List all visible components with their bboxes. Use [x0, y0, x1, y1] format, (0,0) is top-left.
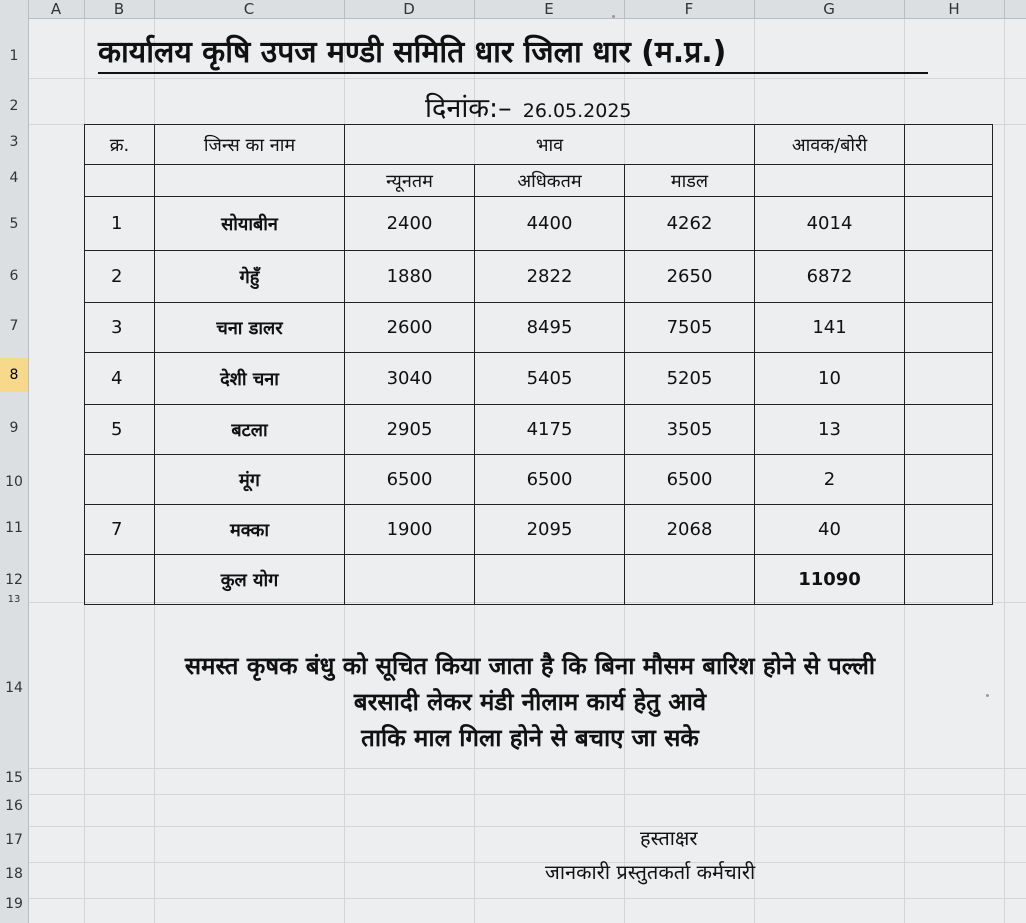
column-header-h[interactable]: H — [904, 0, 1005, 18]
min-price-cell[interactable]: 2905 — [345, 405, 475, 455]
serial-cell[interactable] — [85, 455, 155, 505]
serial-cell[interactable]: 2 — [85, 251, 155, 303]
empty-cell[interactable] — [905, 455, 993, 505]
total-empty-cell[interactable] — [905, 555, 993, 605]
row-header-19[interactable]: 19 — [5, 896, 23, 912]
total-empty-cell[interactable] — [345, 555, 475, 605]
row-header-10[interactable]: 10 — [5, 474, 23, 490]
signature-designation: जानकारी प्रस्तुतकर्ता कर्मचारी — [545, 860, 756, 884]
commodity-cell[interactable]: देशी चना — [155, 353, 345, 405]
max-price-cell[interactable]: 5405 — [475, 353, 625, 405]
modal-price-cell[interactable]: 2650 — [625, 251, 755, 303]
max-price-cell[interactable]: 2095 — [475, 505, 625, 555]
notice-line-2: बरसादी लेकर मंडी नीलाम कार्य हेतु आवे — [353, 688, 707, 716]
grid-line — [1004, 18, 1005, 923]
serial-cell[interactable]: 4 — [85, 353, 155, 405]
subheader-empty-cell[interactable] — [85, 165, 155, 197]
min-price-cell[interactable]: 1900 — [345, 505, 475, 555]
table-row — [85, 197, 993, 251]
row-header-bar — [0, 18, 29, 923]
commodity-cell[interactable]: सोयाबीन — [155, 197, 345, 251]
empty-cell[interactable] — [905, 197, 993, 251]
row-header-16[interactable]: 16 — [5, 798, 23, 814]
total-value[interactable]: 11090 — [755, 555, 905, 605]
commodity-cell[interactable]: चना डालर — [155, 303, 345, 353]
column-header-d[interactable]: D — [344, 0, 475, 18]
row-header-13[interactable]: 13 — [7, 594, 21, 605]
min-price-cell[interactable]: 2400 — [345, 197, 475, 251]
row-header-8-selected[interactable]: 8 — [0, 358, 28, 392]
arrival-cell[interactable]: 6872 — [755, 251, 905, 303]
row-header-18[interactable]: 18 — [5, 866, 23, 882]
date-row — [425, 88, 632, 125]
serial-cell[interactable]: 7 — [85, 505, 155, 555]
mandi-rate-table — [84, 124, 993, 605]
row-header-2[interactable]: 2 — [9, 98, 19, 114]
office-title: कार्यालय कृषि उपज मण्डी समिति धार जिला धार (म.प्र.) — [98, 35, 727, 70]
commodity-cell[interactable]: बटला — [155, 405, 345, 455]
serial-cell[interactable]: 1 — [85, 197, 155, 251]
row-header-9[interactable]: 9 — [9, 420, 19, 436]
arrival-cell[interactable]: 10 — [755, 353, 905, 405]
column-header-e[interactable]: E — [474, 0, 625, 18]
serial-cell[interactable]: 3 — [85, 303, 155, 353]
min-price-cell[interactable]: 2600 — [345, 303, 475, 353]
arrival-cell[interactable]: 141 — [755, 303, 905, 353]
column-header-b[interactable]: B — [84, 0, 155, 18]
arrival-cell[interactable]: 2 — [755, 455, 905, 505]
max-price-cell[interactable]: 4400 — [475, 197, 625, 251]
row-header-11[interactable]: 11 — [5, 520, 23, 536]
row-header-15[interactable]: 15 — [5, 770, 23, 786]
grid-line — [28, 768, 1026, 769]
min-price-cell[interactable]: 6500 — [345, 455, 475, 505]
subheader-empty-cell[interactable] — [155, 165, 345, 197]
header-price[interactable]: भाव — [345, 125, 755, 165]
column-header-g[interactable]: G — [754, 0, 905, 18]
empty-cell[interactable] — [905, 405, 993, 455]
total-empty-cell[interactable] — [85, 555, 155, 605]
modal-price-cell[interactable]: 3505 — [625, 405, 755, 455]
date-label: दिनांक:– — [425, 93, 512, 124]
table-row — [85, 505, 993, 555]
arrival-cell[interactable]: 4014 — [755, 197, 905, 251]
modal-price-cell[interactable]: 6500 — [625, 455, 755, 505]
table-subheader-row — [85, 165, 993, 197]
header-modal[interactable]: माडल — [625, 165, 755, 197]
column-header-f[interactable]: F — [624, 0, 755, 18]
arrival-cell[interactable]: 13 — [755, 405, 905, 455]
header-arrival[interactable]: आवक/बोरी — [755, 125, 905, 165]
modal-price-cell[interactable]: 2068 — [625, 505, 755, 555]
title-underline — [98, 72, 928, 74]
total-empty-cell[interactable] — [625, 555, 755, 605]
table-row — [85, 455, 993, 505]
min-price-cell[interactable]: 3040 — [345, 353, 475, 405]
grid-line — [28, 898, 1026, 899]
row-header-14[interactable]: 14 — [5, 680, 23, 696]
grid-line — [28, 78, 1026, 79]
modal-price-cell[interactable]: 5205 — [625, 353, 755, 405]
empty-cell[interactable] — [905, 251, 993, 303]
min-price-cell[interactable]: 1880 — [345, 251, 475, 303]
date-value: 26.05.2025 — [522, 100, 632, 122]
total-row — [85, 555, 993, 605]
table-row — [85, 353, 993, 405]
header-commodity[interactable]: जिन्स का नाम — [155, 125, 345, 165]
header-serial[interactable]: क्र. — [85, 125, 155, 165]
row-header-6[interactable]: 6 — [9, 268, 19, 284]
notice-line-1: समस्त कृषक बंधु को सूचित किया जाता है कि बिना मौसम बारिश होने से पल्ली — [184, 652, 876, 680]
table-row — [85, 405, 993, 455]
max-price-cell[interactable]: 2822 — [475, 251, 625, 303]
column-header-c[interactable]: C — [154, 0, 345, 18]
grid-line — [28, 862, 1026, 863]
serial-cell[interactable]: 5 — [85, 405, 155, 455]
arrival-cell[interactable]: 40 — [755, 505, 905, 555]
row-header-1[interactable]: 1 — [9, 48, 19, 64]
header-min[interactable]: न्यूनतम — [345, 165, 475, 197]
table-row — [85, 251, 993, 303]
subheader-empty-cell[interactable] — [905, 165, 993, 197]
modal-price-cell[interactable]: 7505 — [625, 303, 755, 353]
farmer-notice — [60, 648, 1000, 756]
total-label[interactable]: कुल योग — [155, 555, 345, 605]
header-empty-cell[interactable] — [905, 125, 993, 165]
empty-cell[interactable] — [905, 303, 993, 353]
table-row — [85, 303, 993, 353]
commodity-cell[interactable]: मक्का — [155, 505, 345, 555]
select-all-corner[interactable] — [0, 0, 29, 18]
max-price-cell[interactable]: 6500 — [475, 455, 625, 505]
empty-cell[interactable] — [905, 505, 993, 555]
row-header-7[interactable]: 7 — [9, 318, 19, 334]
commodity-cell[interactable]: गेहुँ — [155, 251, 345, 303]
header-max[interactable]: अधिकतम — [475, 165, 625, 197]
max-price-cell[interactable]: 4175 — [475, 405, 625, 455]
grid-line — [28, 794, 1026, 795]
notice-line-3: ताकि माल गिला होने से बचाए जा सके — [361, 724, 699, 752]
total-empty-cell[interactable] — [475, 555, 625, 605]
row-header-17[interactable]: 17 — [5, 832, 23, 848]
column-header-bar — [0, 0, 1026, 19]
row-header-5[interactable]: 5 — [9, 216, 19, 232]
modal-price-cell[interactable]: 4262 — [625, 197, 755, 251]
subheader-empty-cell[interactable] — [755, 165, 905, 197]
column-header-a[interactable]: A — [28, 0, 85, 18]
dust-speck — [612, 15, 615, 18]
grid-line — [28, 826, 1026, 827]
row-header-12[interactable]: 12 — [5, 572, 23, 588]
table-header-row — [85, 125, 993, 165]
commodity-cell[interactable]: मूंग — [155, 455, 345, 505]
signature-label: हस्ताक्षर — [640, 826, 698, 850]
dust-speck — [986, 694, 989, 697]
empty-cell[interactable] — [905, 353, 993, 405]
row-header-3[interactable]: 3 — [9, 134, 19, 150]
max-price-cell[interactable]: 8495 — [475, 303, 625, 353]
row-header-4[interactable]: 4 — [9, 170, 19, 186]
